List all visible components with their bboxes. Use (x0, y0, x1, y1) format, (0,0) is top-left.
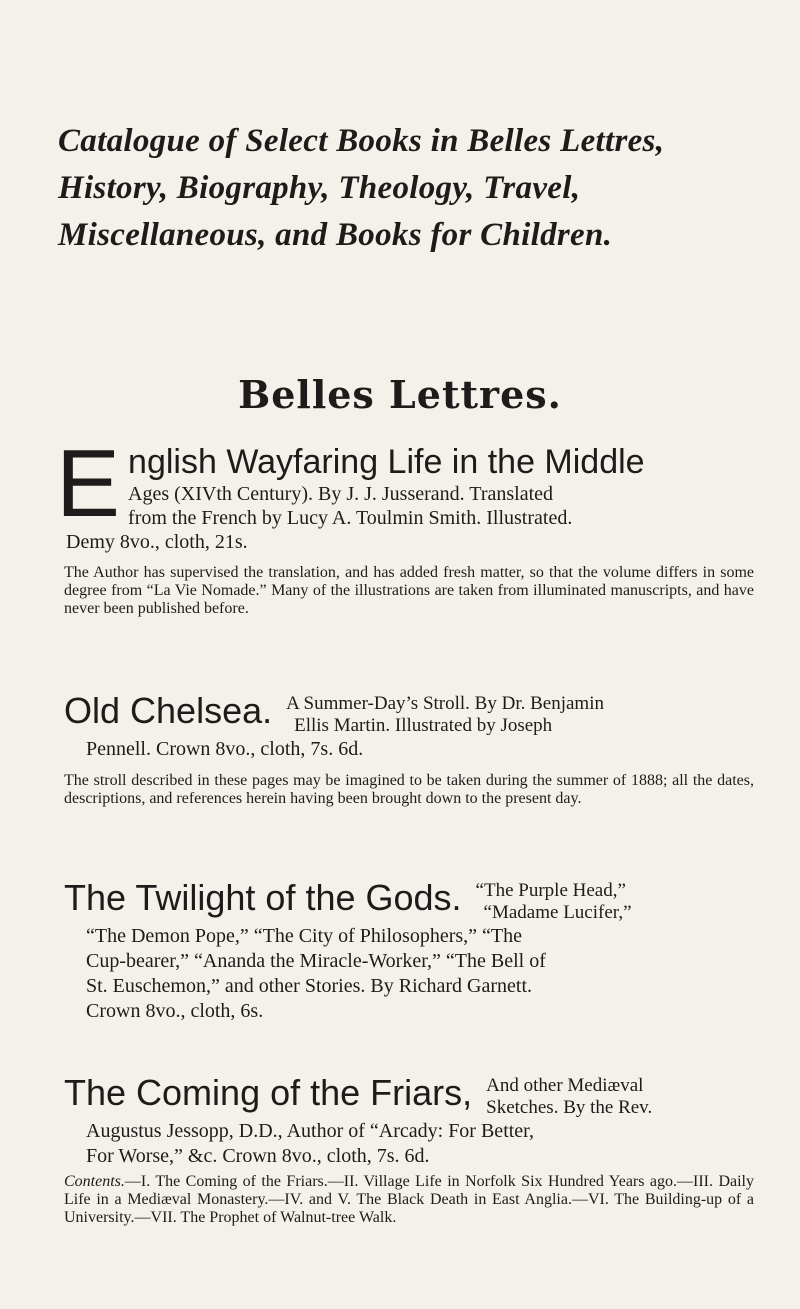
book-detail-line: Augustus Jessopp, D.D., Author of “Arcady: For Better, (86, 1120, 535, 1142)
book-price-line: Pennell. Crown 8vo., cloth, 7s. 6d. (86, 738, 364, 760)
book-detail-line: Sketches. By the Rev. (486, 1097, 653, 1118)
book-detail-line: Ellis Martin. Illustrated by Joseph (294, 715, 553, 736)
book-entry-english-wayfaring (56, 430, 754, 618)
book-detail-line: A Summer-Day’s Stroll. By Dr. Benjamin (286, 693, 604, 714)
book-title: Old Chelsea. (64, 690, 273, 731)
book-entry-coming-of-the-friars (64, 1072, 754, 1227)
book-detail-line: And other Mediæval (486, 1075, 644, 1096)
book-price-line: For Worse,” &c. Crown 8vo., cloth, 7s. 6d. (86, 1145, 430, 1167)
book-description: The Author has supervised the translation, and has added fresh matter, so that the volume differs in some degree from “La Vie Nomade.” Many of the illustrations are taken from illuminated manuscripts, and have never been published before. (64, 564, 754, 617)
book-detail-line: “The Demon Pope,” “The City of Philosophers,” “The (86, 925, 522, 947)
section-heading: Belles Lettres. (238, 372, 562, 417)
book-entry-twilight-of-the-gods (64, 877, 754, 1024)
book-detail-line: St. Euschemon,” and other Stories. By Richard Garnett. (86, 975, 533, 997)
book-price-line: Crown 8vo., cloth, 6s. (86, 1000, 264, 1022)
contents-label: Contents. (64, 1173, 125, 1190)
book-price-line: Demy 8vo., cloth, 21s. (66, 531, 248, 553)
book-contents (64, 1173, 754, 1227)
book-title: The Twilight of the Gods. (64, 877, 462, 918)
book-entry-old-chelsea (64, 690, 754, 808)
book-title: The Coming of the Friars, (64, 1072, 473, 1113)
book-detail-line: Ages (XIVth Century). By J. J. Jusserand. Translated (128, 483, 554, 505)
catalogue-title-line-2: History, Biography, Theology, Travel, (58, 170, 581, 206)
book-detail-line: “The Purple Head,” (475, 880, 626, 901)
catalogue-title-line-3: Miscellaneous, and Books for Children. (58, 217, 613, 253)
dropcap-letter: E (56, 430, 121, 537)
catalogue-title-line-1: Catalogue of Select Books in Belles Lettres, (58, 123, 665, 159)
contents-text: —I. The Coming of the Friars.—II. Village Life in Norfolk Six Hundred Years ago.—III. Daily Life in a Mediæval Monastery.—IV. and V. The Black Death in East Anglia.—VI. The Building-up of a University.—VII. The Prophet of Walnut-tree Walk. (64, 1173, 754, 1226)
book-detail-line: “Madame Lucifer,” (483, 902, 632, 923)
book-detail-line: Cup-bearer,” “Ananda the Miracle-Worker,” “The Bell of (86, 950, 546, 972)
catalogue-title (58, 118, 778, 259)
book-detail-line: from the French by Lucy A. Toulmin Smith. Illustrated. (128, 507, 573, 529)
book-title: nglish Wayfaring Life in the Middle (128, 443, 645, 481)
book-description: The stroll described in these pages may be imagined to be taken during the summer of 1888; all the dates, descriptions, and references herein having been brought down to the present day. (64, 772, 754, 807)
